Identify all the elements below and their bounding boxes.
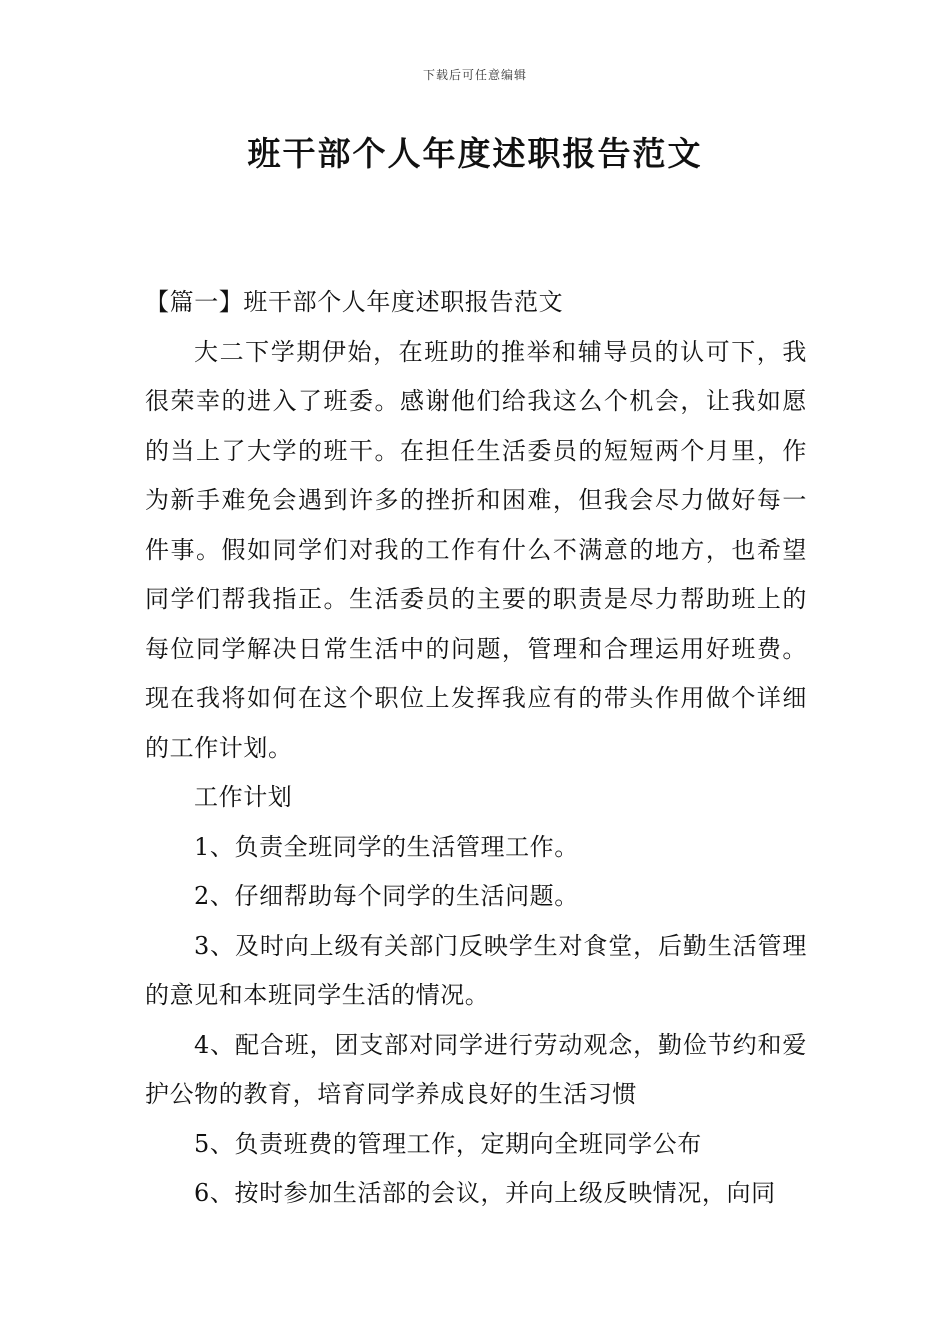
plan-item: 3、及时向上级有关部门反映学生对食堂，后勤生活管理的意见和本班同学生活的情况。: [145, 931, 807, 1009]
plan-item: 5、负责班费的管理工作，定期向全班同学公布: [194, 1129, 702, 1158]
document-title: 班干部个人年度述职报告范文: [247, 134, 703, 173]
header-note: 下载后可任意编辑: [422, 68, 527, 82]
section-heading: 【篇一】班干部个人年度述职报告范文: [145, 288, 564, 316]
plan-item: 4、配合班，团支部对同学进行劳动观念，勤俭节约和爱护公物的教育，培育同学养成良好的生活习惯: [145, 1030, 807, 1108]
intro-paragraph: 大二下学期伊始，在班助的推举和辅导员的认可下，我很荣幸的进入了班委。感谢他们给我这么个机会，让我如愿的当上了大学的班干。在担任生活委员的短短两个月里，作为新手难免会遇到许多的挫折和困难，但我会尽力做好每一件事。假如同学们对我的工作有什么不满意的地方，也希望同学们帮我指正。生活委员的主要的职责是尽力帮助班上的每位同学解决日常生活中的问题，管理和合理运用好班费。现在我将如何在这个职位上发挥我应有的带头作用做个详细的工作计划。: [145, 337, 807, 762]
plan-item: 1、负责全班同学的生活管理工作。: [194, 832, 579, 861]
plan-heading: 工作计划: [194, 783, 293, 811]
document-body: [145, 278, 807, 1219]
plan-item: 6、按时参加生活部的会议，并向上级反映情况，向同: [194, 1179, 776, 1207]
plan-item: 2、仔细帮助每个同学的生活问题。: [194, 882, 579, 910]
